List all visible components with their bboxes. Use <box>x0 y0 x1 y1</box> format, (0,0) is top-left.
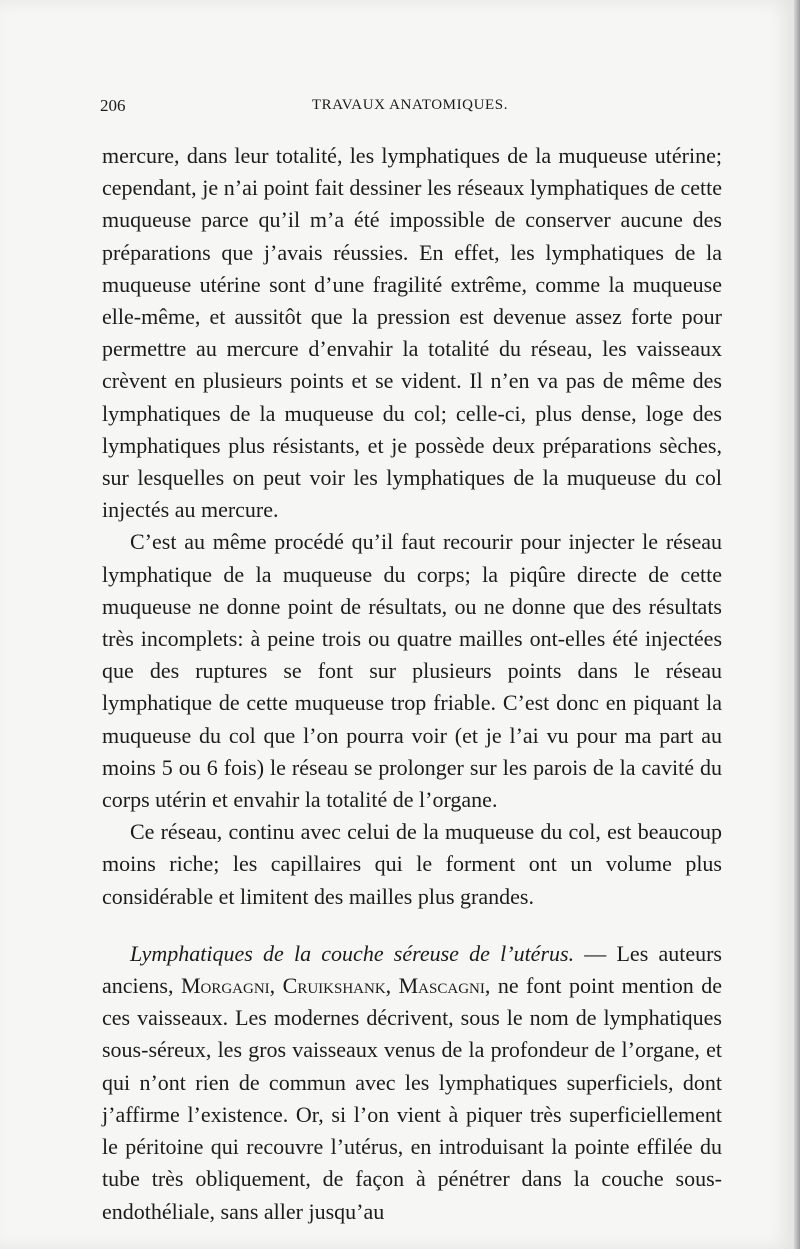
section-spacer <box>102 913 722 938</box>
author-separator-2: , <box>385 973 399 999</box>
paragraph-3: Ce réseau, continu avec celui de la muqueuse du col, est beaucoup moins riche; les capillaires qui le forment ont un volume plus considérable et limitent des mailles plus grandes. <box>102 819 722 909</box>
page-number: 206 <box>100 96 126 115</box>
section-dash-text: — Les auteurs anciens, <box>102 940 722 999</box>
author-mascagni: Mascagni <box>398 973 485 999</box>
page-header <box>100 96 720 120</box>
author-cruikshank: Cruikshank <box>282 973 386 999</box>
paragraph-2: C’est au même procédé qu’il faut recourir pour injecter le réseau lymphatique de la muqueuse du corps; la piqûre directe de cette muqueuse ne donne point de résultats, ou ne donne que des résultats très incomplets: à peine trois ou quatre mailles ont-elles été injectées que des ruptures se font sur plusieurs points dans le réseau lymphatique de cette muqueuse trop friable. C’est donc en piquant la muqueuse du col que l’on pourra voir (et je l’ai vu pour ma part au moins 5 ou 6 fois) le réseau se prolonger sur les parois de la cavité du corps utérin et envahir la totalité de l’organe. <box>102 529 722 813</box>
body-text <box>102 140 722 1228</box>
paragraph-1: mercure, dans leur totalité, les lymphatiques de la muqueuse utérine; cependant, je n’ai point fait dessiner les réseaux lymphatiques de cette muqueuse parce qu’il m’a été impossible de conserver aucune des préparations que j’avais réussies. En effet, les lymphatiques de la muqueuse utérine sont d’une fragilité extrême, comme la muqueuse elle-même, et aussitôt que la pression est devenue assez forte pour permettre au mercure d’envahir la totalité du réseau, les vaisseaux crèvent en plusieurs points et se vident. Il n’en va pas de même des lymphatiques de la muqueuse du col; celle-ci, plus dense, loge des lymphatiques plus résistants, et je possède deux préparations sèches, sur lesquelles on peut voir les lymphatiques de la muqueuse du col injectés au mercure. <box>102 143 722 523</box>
author-morgagni: Morgagni <box>180 973 270 999</box>
section-heading: Lymphatiques de la couche séreuse de l’utérus. <box>130 940 575 966</box>
running-title: TRAVAUX ANATOMIQUES. <box>311 97 509 113</box>
section-body-text: , ne font point mention de ces vaisseaux. Les modernes décrivent, sous le nom de lymphatiques sous-séreux, les gros vaisseaux venus de la profondeur de l’organe, et qui n’ont rien de commun avec les lymphatiques superficiels, dont j’affirme l’existence. Or, si l’on vient à piquer très superficiellement le péritoine qui recouvre l’utérus, en introduisant la pointe effilée du tube très obliquement, de façon à pénétrer dans la couche sous-endothéliale, sans aller jusqu’au <box>102 973 722 1224</box>
author-separator-1: , <box>269 973 283 999</box>
section-paragraph <box>102 938 722 1228</box>
scan-edge <box>794 0 800 1249</box>
